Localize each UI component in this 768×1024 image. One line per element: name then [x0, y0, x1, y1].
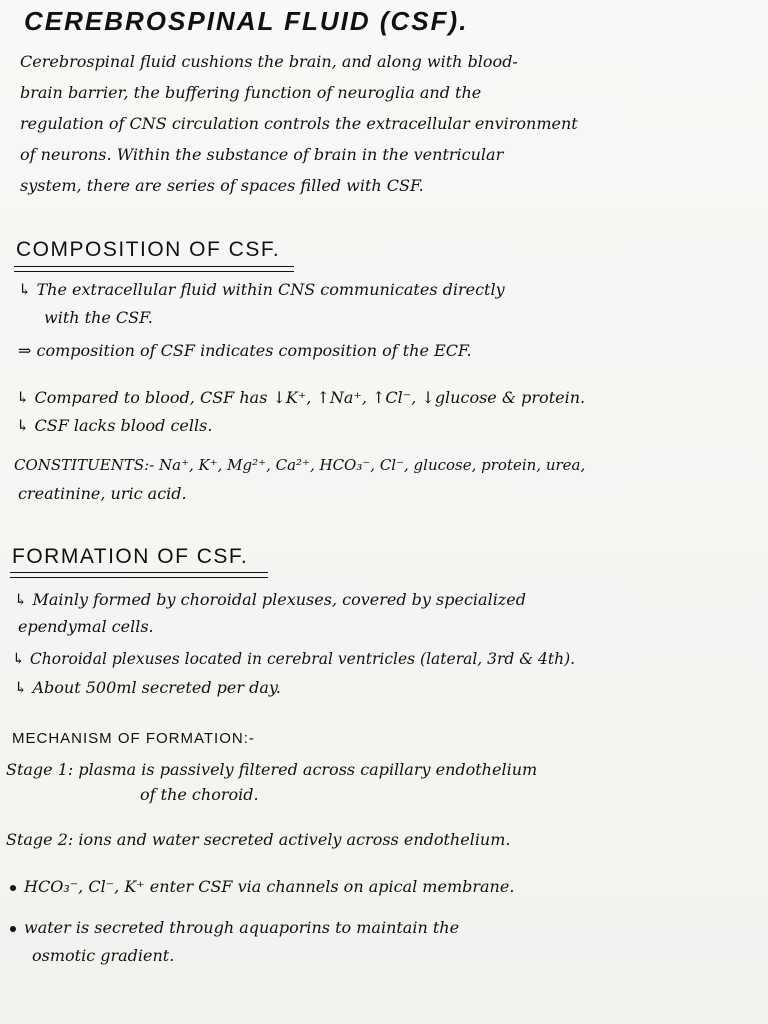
bullet-dot: [10, 885, 16, 891]
formation-underline-1: [10, 572, 268, 573]
constituents-line: creatinine, uric acid.: [18, 484, 187, 503]
bullet-text: water is secreted through aquaporins to maintain the: [24, 918, 460, 937]
bullet-item: [10, 918, 459, 937]
formation-heading: FORMATION OF CSF.: [12, 545, 249, 568]
stage-2-line: Stage 2: ions and water secreted actively across endothelium.: [6, 830, 511, 849]
composition-heading: COMPOSITION OF CSF.: [16, 238, 281, 261]
stage-1-line: of the choroid.: [140, 785, 259, 804]
bullet-text-continuation: osmotic gradient.: [32, 946, 175, 965]
composition-line: ↳ The extracellular fluid within CNS communicates directly: [18, 280, 505, 299]
mechanism-heading: MECHANISM OF FORMATION:-: [12, 730, 255, 747]
formation-line: ↳ Choroidal plexuses located in cerebral ventricles (lateral, 3rd & 4th).: [12, 650, 576, 668]
composition-underline-2: [14, 271, 294, 272]
formation-underline-2: [10, 577, 268, 578]
composition-line: ↳ Compared to blood, CSF has ↓K⁺, ↑Na⁺, ↑Cl⁻, ↓glucose & protein.: [16, 388, 586, 407]
page-title: CEREBROSPINAL FLUID (CSF).: [24, 6, 469, 36]
constituents-line: CONSTITUENTS:- Na⁺, K⁺, Mg²⁺, Ca²⁺, HCO₃⁻, Cl⁻, glucose, protein, urea,: [14, 456, 586, 474]
formation-line: ↳ Mainly formed by choroidal plexuses, covered by specialized: [14, 590, 526, 609]
bullet-text: HCO₃⁻, Cl⁻, K⁺ enter CSF via channels on apical membrane.: [24, 877, 515, 896]
intro-paragraph: Cerebrospinal fluid cushions the brain, and along with blood- brain barrier, the buffering function of neuroglia and the regulation of CNS circulation controls the extracellular environment of neurons. Within the substance of brain in the ventricular system, there are series of spaces filled with CSF.: [20, 52, 578, 195]
formation-line: ependymal cells.: [18, 617, 154, 636]
bullet-item: [10, 877, 514, 896]
formation-line: ↳ About 500ml secreted per day.: [14, 678, 281, 697]
bullet-dot: [10, 926, 16, 932]
composition-line: ↳ CSF lacks blood cells.: [16, 416, 213, 435]
stage-1-line: Stage 1: plasma is passively filtered across capillary endothelium: [6, 760, 538, 779]
composition-line: ⇒ composition of CSF indicates composition of the ECF.: [18, 341, 472, 360]
composition-underline-1: [14, 266, 294, 267]
composition-line: with the CSF.: [44, 308, 153, 327]
